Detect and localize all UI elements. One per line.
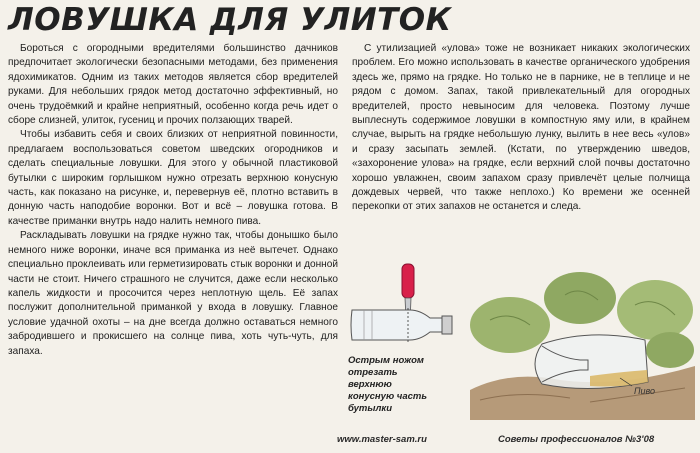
garden-trap-illustration xyxy=(470,270,695,425)
paragraph: Чтобы избавить себя и своих близких от неприятной повинности, предлагаем воспользоваться советом шведских огородников и сделать специальные ловушки. Для этого у обычной пластиковой бутылки с широким горлышком нужно отрезать верхнюю конусную часть, как показано на рисунке, и, перевернув её, плотно вставить в донную часть наподобие воронки. Вот и всё – ловушка готова. В качестве приманки внутрь надо налить немного пива. xyxy=(8,129,338,227)
knife-handle xyxy=(402,264,414,298)
illustration-caption: Острым ножом отрезать верхнюю конусную часть бутылки xyxy=(348,355,427,414)
lettuce-plant xyxy=(544,272,616,324)
left-column xyxy=(8,42,338,359)
lettuce-plant xyxy=(617,280,693,340)
lettuce-plant xyxy=(470,297,550,353)
right-column xyxy=(352,42,690,215)
beer-label: Пиво xyxy=(634,386,656,396)
paragraph: Бороться с огородными вредителями большинство дачников предпочитает экологически безопасными методами, без применения ядохимикатов. Одним из таких методов является сбор вредителей руками. Для небольших грядок метод достаточно эффективный, но очень трудоёмкий и крайне неприятный, особенно когда речь идет о сборе слизней, улиток, гусениц и прочих ползающих тварей. xyxy=(8,43,338,127)
footer-magazine: Советы профессионалов №3'08 xyxy=(498,434,655,445)
paragraph: С утилизацией «улова» тоже не возникает никаких экологических проблем. Его можно использовать в качестве органического удобрения здесь же, прямо на грядке. Но только не в парнике, не в теплице и не рядом с домом. Запах, такой привлекательный для огородных вредителей, просто невыносим для человека. Поэтому лучше выплеснуть содержимое ловушки в компостную яму или, в крайнем случае, вырыть на грядке небольшую лунку, вылить в нее весь «улов» и сразу засыпать землей. (Кстати, по утверждению шведов, «захоронение улова» на грядке, если верхний слой почвы достаточно хорошо увлажнен, своим запахом сразу привлечёт целые полчища дождевых червей, что также неплохо.) Ко времени же осенней перекопки от этих запахов не останется и следа. xyxy=(352,43,690,213)
article-title: ЛОВУШКА ДЛЯ УЛИТОК xyxy=(8,2,452,38)
paragraph: Раскладывать ловушки на грядке нужно так, чтобы донышко было немного ниже воронки, иначе вся приманка из неё вытечет. Однако специально проклеивать или герметизировать стык воронки и донной части не стоит. Ничего страшного не случится, даже если несколько капель жидкости и просочится через неплотную щель. Её запах послужит дополнительной приманкой у входа в ловушку. Главное условие удачной охоты – на дне всегда должно оставаться немного забродившего и прокисшего на солнце пива, хоть чуть-чуть, для запаха. xyxy=(8,230,338,357)
bottle-body xyxy=(351,310,442,340)
bottle-cap xyxy=(442,316,452,334)
footer-website: www.master-sam.ru xyxy=(337,434,427,445)
lettuce-plant xyxy=(646,332,694,368)
